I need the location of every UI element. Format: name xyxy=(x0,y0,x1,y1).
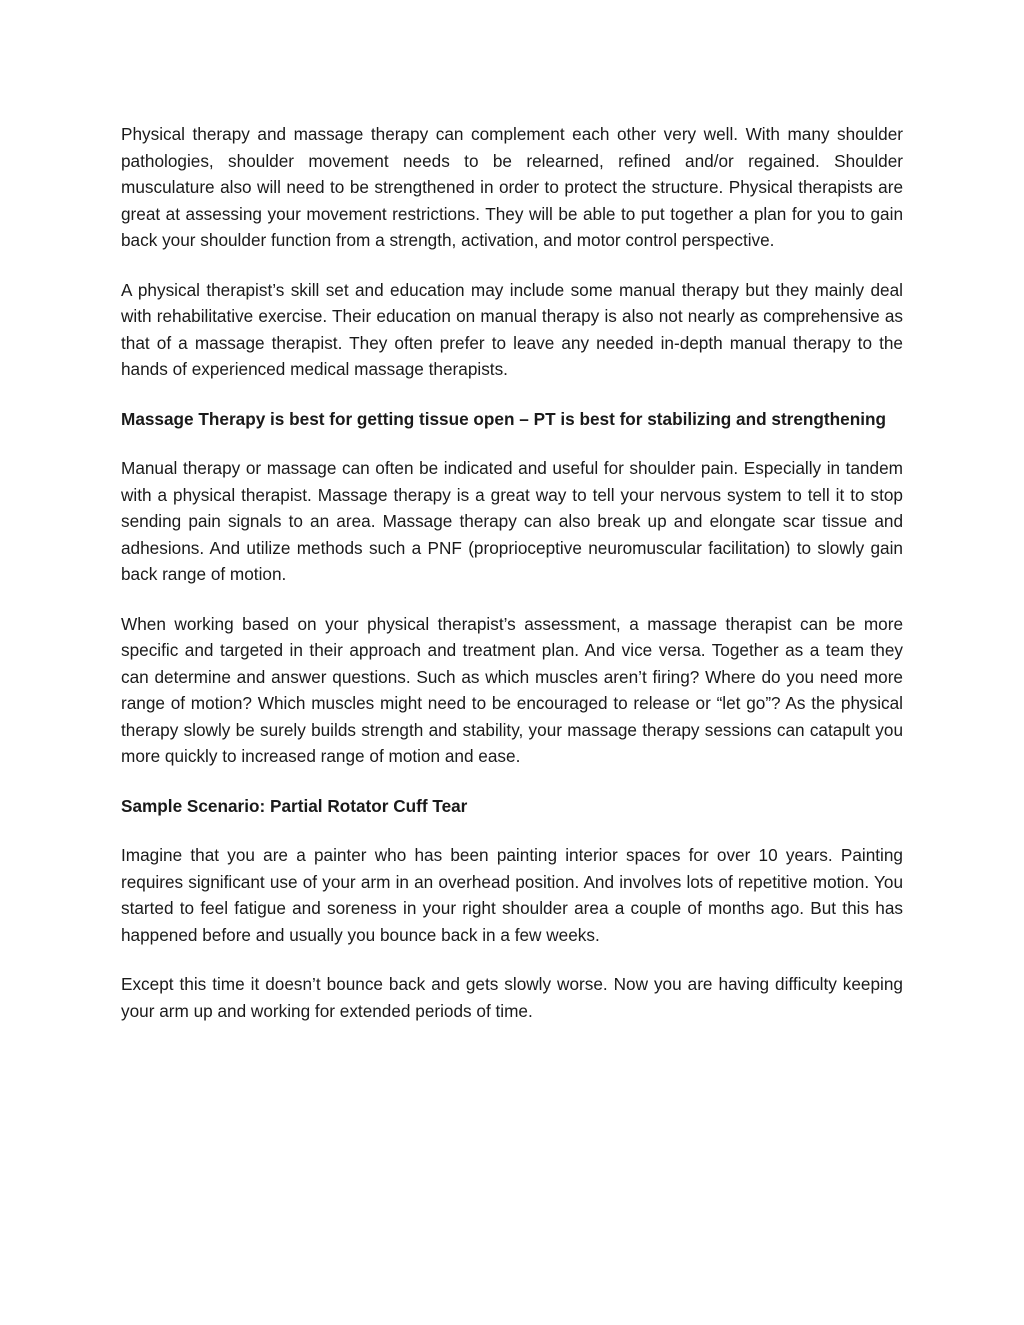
intro-paragraph: Physical therapy and massage therapy can complement each other very well. With many shoulder pathologies, shoulder movement needs to be relearned, refined and/or regained. Shoulder musculature also will need to be strengthened in order to protect the structure. Physical therapists are great at assessing your movement restrictions. They will be able to put together a plan for you to gain back your shoulder function from a strength, activation, and motor control perspective. xyxy=(121,124,903,250)
document-page xyxy=(121,121,903,1047)
scenario-followup-paragraph: Except this time it doesn’t bounce back and gets slowly worse. Now you are having difficulty keeping your arm up and working for extended periods of time. xyxy=(121,974,903,1021)
teamwork-paragraph: When working based on your physical therapist’s assessment, a massage therapist can be more specific and targeted in their approach and treatment plan. And vice versa. Together as a team they can determine and answer questions. Such as which muscles aren’t firing? Where do you need more range of motion? Which muscles might need to be encouraged to release or “let go”? As the physical therapy slowly be surely builds strength and stability, your massage therapy sessions can catapult you more quickly to increased range of motion and ease. xyxy=(121,613,903,766)
manual-therapy-paragraph: Manual therapy or massage can often be indicated and useful for shoulder pain. Especially in tandem with a physical therapist. Massage therapy is a great way to tell your nervous system to tell it to stop sending pain signals to an area. Massage therapy can also break up and elongate scar tissue and adhesions. And utilize methods such a PNF (proprioceptive neuromuscular facilitation) to slowly gain back range of motion. xyxy=(121,458,903,584)
pt-skillset-paragraph: A physical therapist’s skill set and education may include some manual therapy but they mainly deal with rehabilitative exercise. Their education on manual therapy is also not nearly as comprehensive as that of a massage therapist. They often prefer to leave any needed in-depth manual therapy to the hands of experienced medical massage therapists. xyxy=(121,279,903,379)
scenario-paragraph: Imagine that you are a painter who has been painting interior spaces for over 10 years. Painting requires significant use of your arm in an overhead position. And involves lots of repetitive motion. You started to feel fatigue and soreness in your right shoulder area a couple of months ago. But this has happened before and usually you bounce back in a few weeks. xyxy=(121,845,903,945)
section-heading-massage-vs-pt: Massage Therapy is best for getting tissue open – PT is best for stabilizing and strengthening xyxy=(121,408,886,429)
section-heading-sample-scenario: Sample Scenario: Partial Rotator Cuff Tear xyxy=(121,795,468,816)
